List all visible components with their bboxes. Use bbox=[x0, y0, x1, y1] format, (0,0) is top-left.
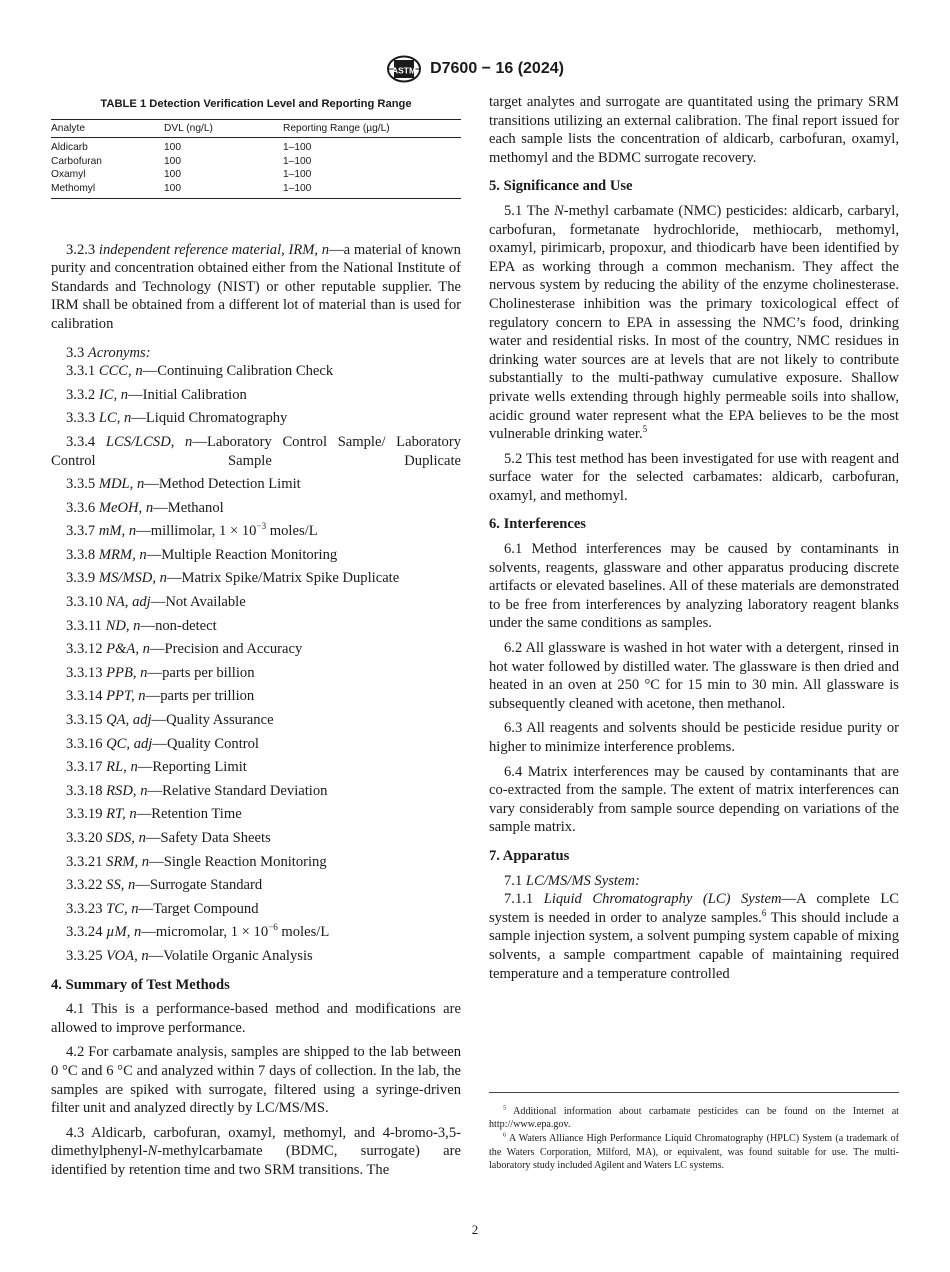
paragraph-4-3-continued: target analytes and surrogate are quantitated using the primary SRM transitions utilizing an external calibration. The final report issued for each sample lists the concentration of aldicarb, carbofuran, oxamyl, methomyl and the BDMC surrogate recovery. bbox=[489, 94, 899, 166]
acronym-item: 3.3.16 QC, adj—Quality Control bbox=[66, 735, 259, 752]
acronym-item: 3.3.8 MRM, n—Multiple Reaction Monitoring bbox=[66, 546, 338, 563]
acronym-item: 3.3.7 mM, n—millimolar, $1 \times 10^{-3}$ moles/L bbox=[66, 521, 318, 540]
column-header-dvl: DVL (ng/L) bbox=[164, 119, 283, 138]
table-row bbox=[51, 138, 461, 155]
paragraph-4-1: 4.1 This is a performance-based method and modifications are allowed to improve performance. bbox=[51, 1001, 461, 1036]
acronym-item: 3.3.23 TC, n—Target Compound bbox=[66, 900, 259, 917]
cell-analyte: Aldicarb bbox=[51, 142, 88, 154]
acronym-item: 3.3.13 PPB, n—parts per billion bbox=[66, 664, 255, 681]
cell-range: 1–100 bbox=[283, 169, 312, 181]
section-6-heading: 6. Interferences bbox=[489, 516, 586, 533]
page-number: 2 bbox=[471, 1222, 479, 1237]
column-header-reporting-range: Reporting Range (µg/L) bbox=[283, 119, 461, 138]
detection-table bbox=[51, 119, 461, 199]
cell-dvl: 100 bbox=[164, 182, 283, 198]
paragraph-5-2: 5.2 This test method has been investigated for use with reagent and surface water for the selected carbamates: aldicarb, carbofuran, oxamyl, and methomyl. bbox=[489, 450, 899, 504]
table-header-row bbox=[51, 119, 461, 138]
acronym-item: 3.3.21 SRM, n—Single Reaction Monitoring bbox=[66, 853, 327, 870]
column-header-analyte: Analyte bbox=[51, 119, 164, 138]
acronyms-heading: 3.3 Acronyms: bbox=[66, 344, 151, 361]
paragraph-4-3: 4.3 Aldicarb, carbofuran, oxamyl, methomyl, and 4-bromo-3,5-dimethylphenyl-N-methylcarbamate (BDMC, surrogate) are identified by retention time and two SRM transitions. The bbox=[51, 1124, 461, 1178]
acronym-item: 3.3.17 RL, n—Reporting Limit bbox=[66, 759, 247, 776]
acronym-list bbox=[51, 362, 461, 965]
section-5-heading: 5. Significance and Use bbox=[489, 178, 633, 195]
acronym-item: 3.3.22 SS, n—Surrogate Standard bbox=[66, 877, 263, 894]
paragraph-7-1: 7.1 LC/MS/MS System: bbox=[504, 872, 640, 889]
acronym-item: 3.3.15 QA, adj—Quality Assurance bbox=[66, 712, 274, 729]
table-title: TABLE 1 Detection Verification Level and Reporting Range bbox=[100, 98, 412, 110]
cell-dvl: 100 bbox=[164, 169, 181, 181]
acronym-item: 3.3.6 MeOH, n—Methanol bbox=[66, 499, 224, 516]
paragraph-4-2: 4.2 For carbamate analysis, samples are shipped to the lab between 0 °C and 6 °C and analyzed within 7 days of collection. In the lab, the samples are spiked with surrogate, filtered using a syringe-driven filter unit and analyzed directly by LC/MS/MS. bbox=[51, 1044, 461, 1117]
table-row bbox=[51, 155, 461, 169]
acronym-item: 3.3.19 RT, n—Retention Time bbox=[66, 806, 242, 823]
cell-dvl: 100 bbox=[164, 155, 181, 167]
section-7-heading: 7. Apparatus bbox=[489, 847, 570, 864]
table-row bbox=[51, 168, 461, 182]
acronym-item: 3.3.18 RSD, n—Relative Standard Deviation bbox=[66, 782, 328, 799]
paragraph-6-3: 6.3 All reagents and solvents should be pesticide residue purity or higher to minimize interference problems. bbox=[489, 720, 899, 755]
astm-logo-icon bbox=[386, 55, 422, 83]
footnotes bbox=[489, 1092, 899, 1173]
cell-analyte: Methomyl bbox=[51, 182, 164, 198]
acronym-item: 3.3.20 SDS, n—Safety Data Sheets bbox=[66, 830, 271, 846]
cell-analyte: Carbofuran bbox=[51, 155, 102, 167]
acronym-item: 3.3.4 LCS/LCSD, n—Laboratory Control Sample/ Laboratory Control Sample Duplicate bbox=[51, 433, 462, 469]
acronym-item: 3.3.10 NA, adj—Not Available bbox=[66, 594, 246, 611]
footnote-6: $^6$ A Waters Alliance High Performance Liquid Chromatography (HPLC) System (a trademark of the Waters Corporation, Milford, MA), or equivalent, was found suitable for use. The multi-laboratory study included Agilent and Waters LC systems. bbox=[489, 1132, 899, 1171]
left-column bbox=[51, 93, 461, 1186]
acronym-item: 3.3.2 IC, n—Initial Calibration bbox=[66, 386, 247, 403]
acronym-item: 3.3.14 PPT, n—parts per trillion bbox=[66, 688, 255, 705]
cell-range: 1–100 bbox=[283, 155, 312, 167]
table-row bbox=[51, 182, 461, 198]
page-header bbox=[0, 55, 950, 88]
acronym-item: 3.3.25 VOA, n—Volatile Organic Analysis bbox=[66, 947, 313, 964]
acronym-item: 3.3.1 CCC, n—Continuing Calibration Check bbox=[66, 363, 334, 380]
acronym-item: 3.3.11 ND, n—non-detect bbox=[66, 617, 217, 634]
acronym-item: 3.3.9 MS/MSD, n—Matrix Spike/Matrix Spike Duplicate bbox=[66, 570, 400, 587]
cell-dvl: 100 bbox=[164, 142, 181, 154]
section-4-heading: 4. Summary of Test Methods bbox=[51, 976, 230, 993]
right-column bbox=[489, 93, 899, 989]
paragraph-6-1: 6.1 Method interferences may be caused by contaminants in solvents, reagents, glassware and other apparatus producing discrete artifacts or elevated baselines. All of these materials are demonstrated to be free from interferences by analyzing laboratory reagent blanks under the same conditions as samples. bbox=[489, 541, 899, 632]
definition-3-2-3: 3.2.3 independent reference material, IRM, n—a material of known purity and concentration obtained either from the National Institute of Standards and Technology (NIST) or other reputable supplier. The IRM shall be obtained from a different lot of material than is used for calibration bbox=[51, 241, 461, 332]
table-1 bbox=[51, 95, 461, 199]
document-designation: D7600 − 16 (2024) bbox=[430, 60, 564, 77]
footnote-ref-6: 6 bbox=[761, 907, 767, 918]
acronym-item: 3.3.24 µM, n—micromolar, $1 \times 10^{-6}$ moles/L bbox=[66, 922, 330, 941]
logo-text: ASTM bbox=[392, 65, 417, 76]
paragraph-5-1: 5.1 The N-methyl carbamate (NMC) pesticides: aldicarb, carbaryl, carbofuran, formetanate hydrochloride, methiocarb, methomyl, oxamyl, pirimicarb, propoxur, and thiodicarb have been identified by EPA as working through a common mechanism. They affect the nervous system by reducing the ability of the enzyme cholinesterase. Cholinesterase inhibition was the primary toxicological effect of regulatory concern to EPA in assessing the NMC’s food, drinking water and residential risks. In most of the country, NMC residues in drinking water sources are at levels that are not likely to contribute substantially to the multi-pathway cumulative exposure. Shallow private wells extending through highly permeable soils into shallow, acidic ground water represent what the EPA believes to be the most vulnerable drinking water.$^5$ bbox=[489, 202, 899, 443]
acronym-item: 3.3.3 LC, n—Liquid Chromatography bbox=[66, 410, 288, 427]
cell-analyte: Oxamyl bbox=[51, 169, 86, 181]
paragraph-6-4: 6.4 Matrix interferences may be caused by contaminants that are co-extracted from the sample. The extent of matrix interferences can vary considerably from sample source depending on variations of the sample matrix. bbox=[489, 763, 899, 836]
paragraph-6-2: 6.2 All glassware is washed in hot water with a detergent, rinsed in hot water followed by distilled water. The glassware is then dried and heated in an oven at 250 °C for 15 min to 30 min. All glassware is subsequently cleaned with acetone, then methanol. bbox=[489, 640, 899, 712]
footnote-ref-5: 5 bbox=[642, 424, 648, 435]
acronym-item: 3.3.5 MDL, n—Method Detection Limit bbox=[66, 476, 301, 493]
cell-range: 1–100 bbox=[283, 182, 461, 198]
cell-range: 1–100 bbox=[283, 142, 312, 154]
footnote-5: $^5$ Additional information about carbamate pesticides can be found on the Internet at http://www.epa.gov. bbox=[489, 1104, 899, 1131]
acronym-item: 3.3.12 P&A, n—Precision and Accuracy bbox=[66, 641, 303, 658]
paragraph-7-1-1: 7.1.1 Liquid Chromatography (LC) System—A complete LC system is needed in order to analyze samples.$^6$ This should include a sample injection system, a solvent pumping system capable of mixing solvents, a sample compartment capable of maintaining required temperature and a temperature controlled bbox=[489, 891, 900, 982]
